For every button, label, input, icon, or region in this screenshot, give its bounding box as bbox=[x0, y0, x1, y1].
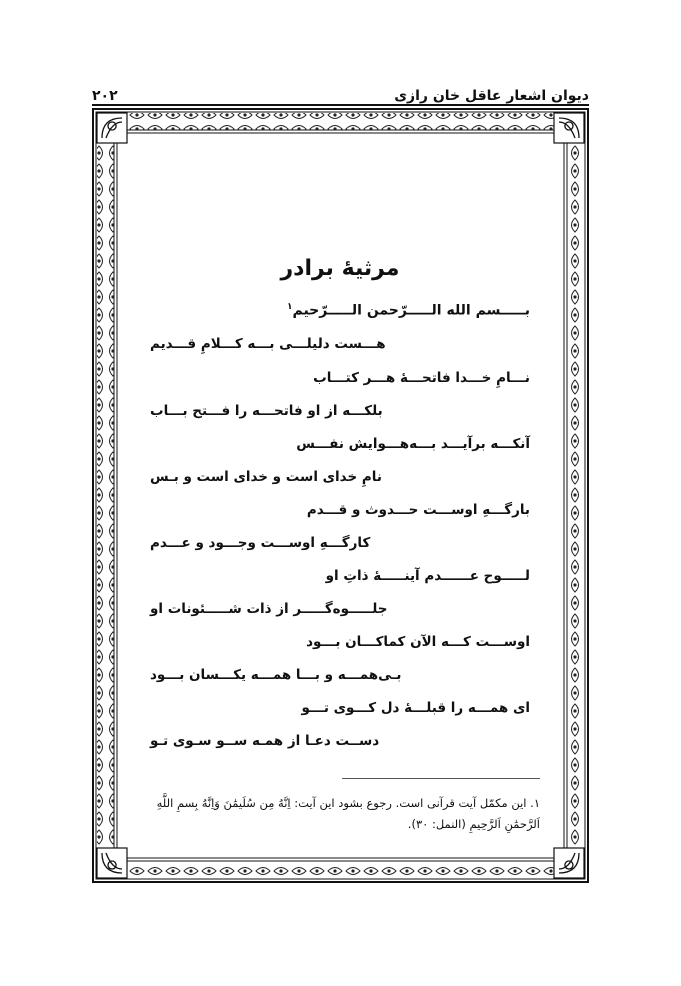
verse-line: هـــست دلیلـــی بـــه کـــلامِ قـــدیم bbox=[150, 336, 386, 352]
page-number: ۲۰۲ bbox=[92, 88, 118, 104]
header-rule bbox=[92, 104, 589, 106]
verse-line: بـی‌همـــه و بـــا همـــه یکـــسان بـــود bbox=[150, 667, 402, 683]
verse-line: اوســـت کـــه الآن کماکـــان بـــود bbox=[306, 634, 530, 650]
footnote-line-2: اَلرَّحمَٰنِ اَلرَّحِیمِ (النمل: ۳۰). bbox=[407, 817, 540, 831]
footnote-rule bbox=[342, 778, 540, 779]
footnote-marker: ۱ bbox=[286, 302, 293, 312]
running-header bbox=[92, 78, 589, 104]
bismillah-line bbox=[150, 302, 530, 319]
footnote-line-1: ۱. این مکمّل آیت قرآنی است. رجوع بشود این آیت: اِنَّهُ مِن سُلَیمَٰنَ وَاِنَّهُ بِسمِ اللَّهِ bbox=[156, 796, 540, 810]
footnote bbox=[130, 793, 540, 835]
book-title: دیوان اشعار عاقل خان رازی bbox=[394, 88, 589, 104]
verse-line: لـــــوح عــــــدم آینـــــهٔ ذاتِ او bbox=[325, 568, 530, 584]
poem-title: مرثیهٔ برادر bbox=[280, 256, 400, 281]
bismillah-text: بـــــسم الله الـــــرّحمن الـــــرّحیم bbox=[292, 302, 530, 319]
verse-line: نـــامِ خـــدا فاتحـــهٔ هـــر کتـــاب bbox=[313, 370, 530, 386]
ornamental-border bbox=[92, 108, 589, 883]
verse-line: آنکـــه برآیـــد بـــه‌هـــوایش نفـــس bbox=[296, 436, 530, 452]
verse-line: دســت دعـا از همـه ســو سـوی تـو bbox=[150, 733, 380, 749]
verse-line: جلـــــوه‌گـــــر از ذات شـــــئونات او bbox=[150, 601, 388, 617]
verse-line: بارگـــهِ اوســـت حـــدوث و قـــدم bbox=[306, 502, 530, 518]
verse-line: کارگـــهِ اوســـت وجـــود و عـــدم bbox=[150, 535, 371, 551]
verse-line: بلکـــه از او فاتحـــه را فـــتح بـــاب bbox=[150, 403, 383, 419]
verse-line: ای همـــه را قبلـــهٔ دل کـــوی تـــو bbox=[301, 700, 530, 716]
verse-line: نامِ خدای است و خدای است و بـس bbox=[150, 469, 382, 485]
